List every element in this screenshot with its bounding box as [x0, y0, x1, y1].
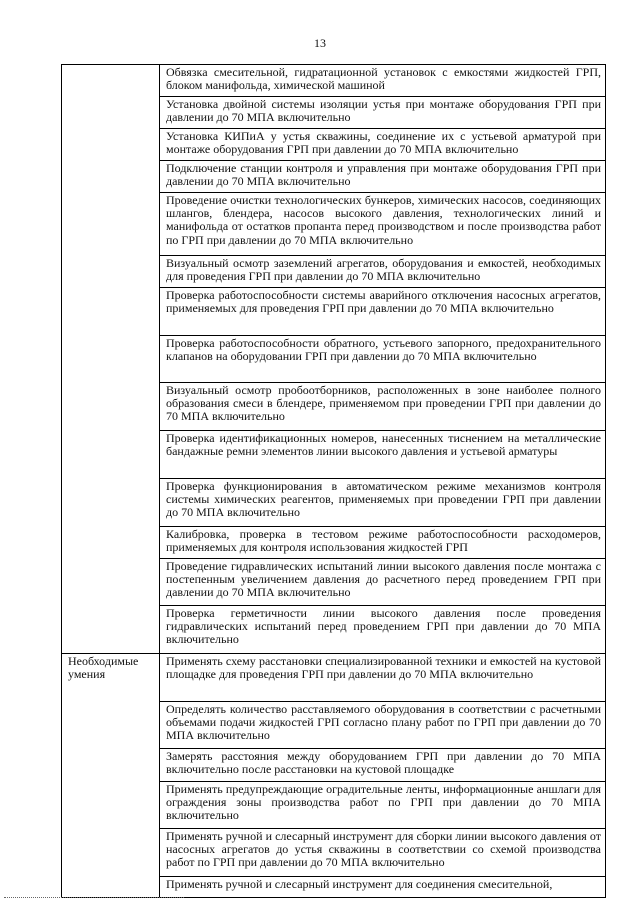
item-text-cell: Визуальный осмотр заземлений агрегатов, оборудования и емкостей, необходимых для проведения ГРП при давлении до 70 МПА включительно	[160, 256, 606, 288]
item-text-cell: Проверка идентификационных номеров, нанесенных тиснением на металлические бандажные ремни элементов линии высокого давления и устьевой арматуры	[160, 431, 606, 479]
item-text-cell: Применять предупреждающие оградительные ленты, информационные аншлаги для ограждения зоны производства работ по ГРП при давлении до 70 МПА включительно	[160, 782, 606, 829]
item-text-cell: Определять количество расставляемого оборудования в соответствии с расчетными объемами подачи жидкостей ГРП согласно плану работ по ГРП при давлении до 70 МПА включительно	[160, 702, 606, 749]
item-text-cell: Проверка работоспособности системы аварийного отключения насосных агрегатов, применяемых для проведения ГРП при давлении до 70 МПА включительно	[160, 288, 606, 336]
item-text-cell: Применять ручной и слесарный инструмент для соединения смесительной,	[160, 877, 606, 898]
item-text-cell: Проверка работоспособности обратного, устьевого запорного, предохранительного клапанов на оборудовании ГРП при давлении до 70 МПА включительно	[160, 336, 606, 383]
item-text-cell: Проведение очистки технологических бункеров, химических насосов, соединяющих шлангов, блендера, насосов высокого давления, технологических линий и манифольда от остатков пропанта перед производством и после производства работ по ГРП при давлении до 70 МПА включительно	[160, 193, 606, 256]
item-text-cell: Установка КИПиА у устья скважины, соединение их с устьевой арматурой при монтаже оборудования ГРП при давлении до 70 МПА включительно	[160, 129, 606, 161]
footer-line	[4, 897, 184, 899]
section-label-cell	[62, 65, 160, 654]
competency-table	[61, 64, 606, 898]
section-label-cell: Необходимые умения	[62, 654, 160, 898]
item-text-cell: Обвязка смесительной, гидратационной установок с емкостями жидкостей ГРП, блоком манифольда, химической машиной	[160, 65, 606, 97]
page-number: 13	[314, 36, 326, 50]
item-text-cell: Проверка функционирования в автоматическом режиме механизмов контроля системы химических реагентов, применяемых при проведении ГРП при давлении до 70 МПА включительно	[160, 479, 606, 527]
item-text-cell: Применять схему расстановки специализированной техники и емкостей на кустовой площадке для проведения ГРП при давлении до 70 МПА включительно	[160, 654, 606, 702]
item-text-cell: Визуальный осмотр пробоотборников, расположенных в зоне наиболее полного образования смеси в блендере, применяемом при проведении ГРП при давлении до 70 МПА включительно	[160, 383, 606, 431]
table-row	[62, 654, 606, 702]
item-text-cell: Проверка герметичности линии высокого давления после проведения гидравлических испытаний перед проведением ГРП при давлении до 70 МПА включительно	[160, 606, 606, 654]
item-text-cell: Замерять расстояния между оборудованием ГРП при давлении до 70 МПА включительно после расстановки на кустовой площадке	[160, 749, 606, 782]
table-row	[62, 65, 606, 97]
item-text-cell: Установка двойной системы изоляции устья при монтаже оборудования ГРП при давлении до 70 МПА включительно	[160, 97, 606, 129]
item-text-cell: Подключение станции контроля и управления при монтаже оборудования ГРП при давлении до 70 МПА включительно	[160, 161, 606, 193]
item-text-cell: Калибровка, проверка в тестовом режиме работоспособности расходомеров, применяемых для контроля использования жидкостей ГРП	[160, 527, 606, 559]
item-text-cell: Проведение гидравлических испытаний линии высокого давления после монтажа с постепенным увеличением давления до расчетного перед проведением ГРП при давлении до 70 МПА включительно	[160, 559, 606, 606]
item-text-cell: Применять ручной и слесарный инструмент для сборки линии высокого давления от насосных агрегатов до устья скважины в соответствии со схемой производства работ по ГРП при давлении до 70 МПА включительно	[160, 829, 606, 877]
